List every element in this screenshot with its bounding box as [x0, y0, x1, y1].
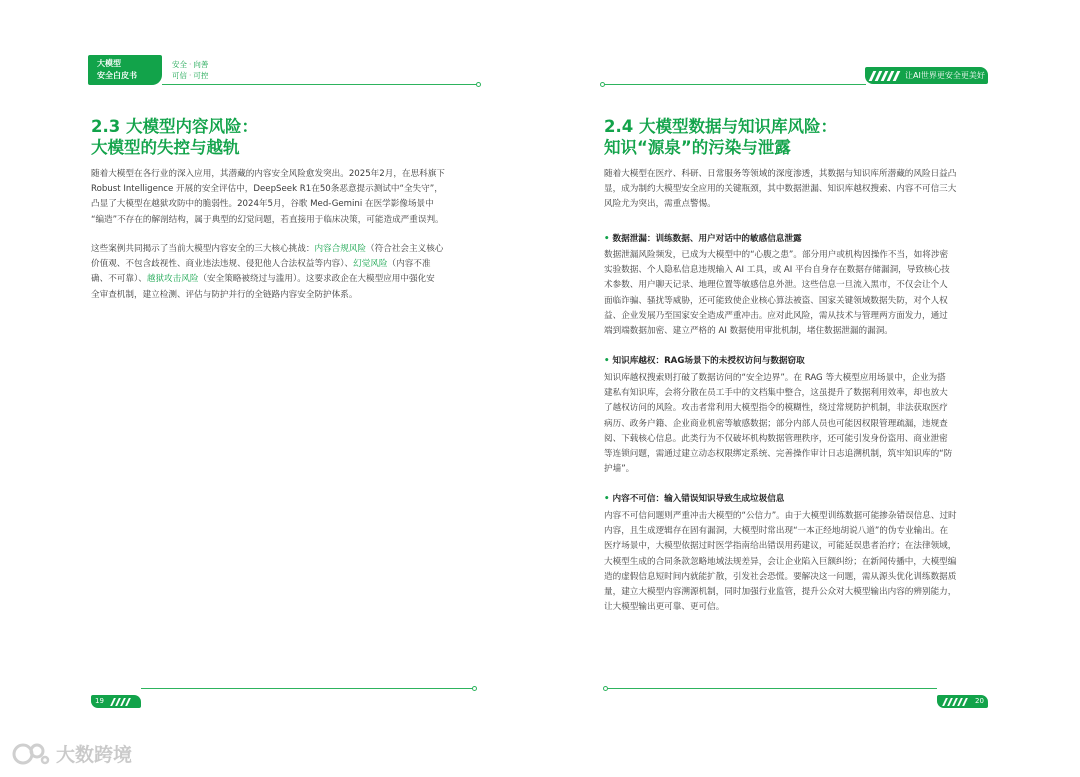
highlight-compliance-risk: 内容合规风险 [314, 244, 367, 254]
footer-rule-right [607, 688, 937, 689]
section-title-2-3 [91, 116, 258, 158]
header-rule-dot-left [476, 82, 481, 87]
text-span: （安全策略被绕过与滥用）。这要求政企在大模型应用中强化安 [198, 274, 435, 285]
text-line: 造的虚假信息短时间内就能扩散，引发社会恐慌。要解决这一问题，需从源头优化训练数据质 [604, 571, 957, 582]
page-number-left: 19 [95, 697, 104, 705]
text-line: “编造”不存在的解剖结构，属于典型的幻觉问题，若直接用于临床决策，可能造成严重误判。 [91, 214, 444, 225]
header-rule-right [604, 84, 866, 85]
text-line: 知识库越权搜索则打破了数据访问的“安全边界”。在 RAG 等大模型应用场景中，企业为搭 [604, 373, 946, 383]
subsection-heading-text: 知识库越权：RAG场景下的未授权访问与数据窃取 [612, 356, 805, 366]
text-span: （符合社会主义核心 [366, 244, 444, 254]
section-title-line1: 2.3 大模型内容风险： [91, 117, 258, 136]
slogan-badge [865, 67, 988, 84]
subsection-heading-text: 数据泄漏：训练数据、用户对话中的敏感信息泄露 [612, 234, 802, 244]
text-line: 随着大模型在各行业的深入应用，其潜藏的内容安全风险愈发突出。2025年2月，在思科旗下 [91, 169, 445, 179]
page-number-badge-right [937, 695, 988, 708]
footer-rule-dot-left [472, 686, 477, 691]
watermark-text: 大数跨境 [56, 744, 133, 766]
text-line: 护墙”。 [604, 464, 635, 475]
paragraph-cases [91, 167, 481, 228]
text-line: 阅、下载核心信息。此类行为不仅破坏机构数据管理秩序，还可能引发身份盗用、商业泄密 [604, 433, 948, 444]
text-line: 数据泄漏风险频发，已成为大模型中的“心腹之患”。部分用户或机构因操作不当，如将涉密 [604, 250, 949, 260]
text-line: 面临诈骗、骚扰等威胁，还可能致使企业核心算法被盗、国家关键领域数据失防，对个人权 [604, 295, 948, 306]
bullet-marker: • [604, 234, 610, 244]
text-line: 大模型生成的合同条款忽略地域法规差异，会让企业陷入巨额纠纷；在新闻传播中，大模型编 [604, 556, 957, 567]
footer-rule-left [141, 688, 475, 689]
header-rule-left [162, 84, 480, 85]
brand-line2: 安全白皮书 [97, 71, 137, 80]
text-line: 等连锁问题，需通过建立动态权限绑定系统、完善操作审计日志追溯机制，筑牢知识库的“防 [604, 449, 953, 460]
text-line: Robust Intelligence 开展的安全评估中，DeepSeek R1在50条恶意提示测试中“全失守”， [91, 184, 443, 195]
paragraph-challenges [91, 242, 481, 303]
bullet-marker: • [604, 356, 610, 366]
brand-badge [88, 55, 162, 85]
text-span: （内容不准 [387, 259, 431, 270]
text-line: 显，成为制约大模型安全应用的关键瓶颈，其中数据泄漏、知识库越权搜索、内容不可信三大 [604, 184, 957, 195]
paragraph-data-leak [604, 248, 990, 339]
text-line [91, 257, 481, 272]
stripes-icon [112, 698, 129, 706]
tag-safety: 安全 [172, 60, 187, 69]
text-line: 术参数、用户聊天记录、地理位置等敏感信息外泄。这些信息一旦流入黑市，不仅会让个人 [604, 280, 948, 291]
slogan-text: 让AI世界更安全更美好 [905, 71, 985, 80]
text-line: 随着大模型在医疗、科研、日常服务等领域的深度渗透，其数据与知识库所潜藏的风险日益凸 [604, 169, 957, 179]
text-line: 量，建立大模型内容溯源机制，同时加强行业监管，提升公众对大模型输出内容的辨别能力， [604, 587, 957, 598]
text-line: 建私有知识库，会将分散在员工手中的文档集中整合，这虽提升了数据利用效率，却也放大 [604, 388, 948, 399]
text-line: 端到端数据加密、建立严格的 AI 数据使用审批机制，堵住数据泄漏的漏洞。 [604, 326, 893, 337]
stripes-icon [944, 698, 966, 706]
subsection-heading-untrusted-content [604, 492, 784, 504]
section-title-2-4 [604, 116, 837, 158]
text-line: 实验数据、个人隐私信息违规输入 AI 工具，或 AI 平台自身存在数据存储漏洞，导致核心技 [604, 265, 950, 276]
text-line: 病历、政务户籍、企业商业机密等敏感数据；部分内部人员也可能因权限管理疏漏，违规查 [604, 418, 948, 429]
tag-good: 向善 [193, 60, 209, 69]
text-line: 让大模型输出更可靠、更可信。 [604, 602, 725, 613]
stripes-icon [871, 71, 898, 81]
paragraph-kb-overreach [604, 371, 990, 477]
bullet-marker: • [604, 494, 610, 504]
text-line: 风险尤为突出，需重点警惕。 [604, 199, 716, 210]
watermark-logo-icon [10, 741, 50, 767]
text-span: 价值观、不包含歧视性、商业违法违规、侵犯他人合法权益等内容）、 [91, 259, 354, 270]
page-number-badge-left [91, 695, 141, 708]
text-line: 全审查机制，建立检测、评估与防护并行的全链路内容安全防护体系。 [91, 289, 358, 300]
text-line [91, 242, 481, 257]
tag-trust: 可信 [172, 71, 187, 80]
text-line: 益、企业发展乃至国家安全造成严重冲击。应对此风险，需从技术与管理两方面发力，通过 [604, 310, 948, 321]
paragraph-intro [604, 167, 990, 213]
watermark [10, 740, 132, 767]
highlight-jailbreak-risk: 越狱攻击风险 [146, 274, 199, 285]
subsection-heading-data-leak [604, 232, 802, 244]
page-number-right: 20 [975, 697, 984, 705]
brand-line1: 大模型 [97, 59, 121, 68]
text-line: 内容不可信问题则严重冲击大模型的“公信力”。由于大模型训练数据可能掺杂错误信息、过时 [604, 511, 957, 521]
text-line: 凸显了大模型在越狱攻防中的脆弱性。2024年5月，谷歌 Med-Gemini 在医学影像场景中 [91, 199, 434, 210]
tag-control: 可控 [193, 71, 209, 80]
text-line: 内容，且生成逻辑存在固有漏洞，大模型时常出现“一本正经地胡说八道”的伪专业输出。在 [604, 526, 949, 537]
brand-tags: 安全 · 向善 可信 · 可控 [172, 60, 209, 80]
section-title-line1: 2.4 大模型数据与知识库风险： [604, 117, 837, 136]
text-line: 医疗场景中，大模型依据过时医学指南给出错误用药建议，可能延误患者治疗；在法律领域， [604, 541, 957, 552]
section-title-line2: 知识“源泉”的污染与泄露 [604, 138, 791, 157]
highlight-hallucination-risk: 幻觉风险 [353, 259, 388, 270]
subsection-heading-text: 内容不可信：输入错误知识导致生成垃圾信息 [612, 494, 785, 504]
text-line [91, 272, 481, 287]
section-title-line2: 大模型的失控与越轨 [91, 138, 240, 157]
paragraph-untrusted-content [604, 509, 990, 615]
text-line: 了越权访问的风险。攻击者常利用大模型指令的模糊性，绕过常规防护机制，非法获取医疗 [604, 403, 948, 414]
subsection-heading-kb-overreach [604, 354, 805, 366]
text-span: 这些案例共同揭示了当前大模型内容安全的三大核心挑战： [91, 244, 315, 254]
text-span: 确、不可靠）、 [91, 274, 147, 285]
